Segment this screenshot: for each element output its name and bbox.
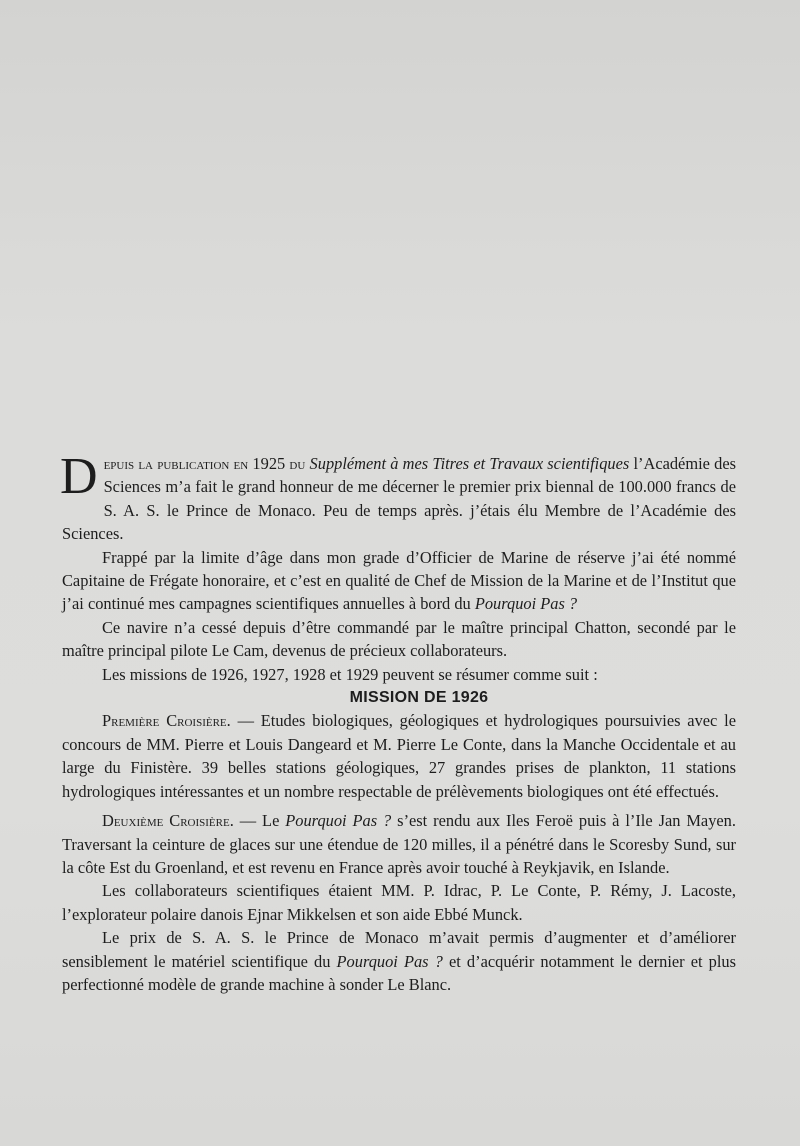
ship-name: Pourquoi Pas ? [285, 811, 392, 831]
intro-opening: epuis la publication en 1925 du [103, 454, 310, 473]
intro-paragraph-1 [60, 448, 736, 546]
mission-heading: MISSION DE 1926 [349, 689, 489, 707]
first-cruise-text: — Etudes biologiques, géologiques et hydrologiques poursuivies avec le concours de MM. Pierre et Louis Dangeard et M. Pierre Le Conte, dans la Manche Occidentale et au large du Finistère. 39 belles stations géologiques, 27 grandes prises de plankton, 11 stations hydrologiques intéressantes et un nombre respectable de prélèvements biologiques ont été effectués. [62, 711, 736, 801]
intro-paragraph-3: Ce navire n’a cessé depuis d’être commandé par le maître principal Chatton, secondé par le maître principal pilote Le Cam, devenus de précieux collaborateurs. [62, 617, 736, 661]
second-cruise-paragraph [62, 809, 736, 879]
supplement-title: Supplément à mes Titres et Travaux scientifiques [309, 454, 630, 473]
second-cruise-label: Deuxième Croisière. [102, 811, 234, 831]
collaborators-paragraph: Les collaborateurs scientifiques étaient MM. P. Idrac, P. Le Conte, P. Rémy, J. Lacoste, l’explorateur polaire danois Ejnar Mikkelsen et son aide Ebbé Munck. [62, 881, 736, 924]
first-cruise-paragraph [62, 709, 736, 803]
second-cruise-text-b: s’est rendu aux Iles Feroë puis à l’Ile Jan Mayen. Traversant la ceinture de glaces sur une étendue de 120 milles, il a pénétré dans le Scoresby Sund, sur la côte Est du Groenland, et est revenu en France après avoir touché à Reykjavik, en Islande. [62, 811, 736, 877]
second-cruise-text-a: — Le [233, 811, 286, 831]
prize-text-a: Le prix de S. A. S. le Prince de Monaco m’avait permis d’augmenter et d’améliorer sensiblement le matériel scientifique du [62, 928, 736, 971]
prize-paragraph [62, 926, 736, 996]
drop-cap: D [60, 448, 98, 505]
prize-text-b: et d’acquérir notamment le dernier et plus perfectionné modèle de grande machine à sonder Le Blanc. [62, 951, 736, 994]
intro-paragraph-4: Les missions de 1926, 1927, 1928 et 1929 peuvent se résumer comme suit : [102, 664, 598, 684]
first-cruise-label: Première Croisière. [102, 711, 231, 731]
intro-paragraph-1-end: l’Académie des Sciences m’a fait le grand honneur de me décerner le premier prix biennal de 100.000 francs de S. A. S. le Prince de Monaco. Peu de temps après. j’étais élu Membre de l’Académie des Sciences. [62, 454, 736, 544]
ship-name: Pourquoi Pas ? [474, 594, 578, 614]
intro-paragraph-2-text: Frappé par la limite d’âge dans mon grade d’Officier de Marine de réserve j’ai été nommé Capitaine de Frégate honoraire, et c’est en qualité de Chef de Mission de la Marine et de l’Institut que j’ai continué mes campagnes scientifiques annuelles à bord du [62, 547, 736, 614]
intro-paragraph-2 [62, 546, 736, 616]
body-text [60, 448, 736, 996]
ship-name: Pourquoi Pas ? [336, 951, 443, 971]
